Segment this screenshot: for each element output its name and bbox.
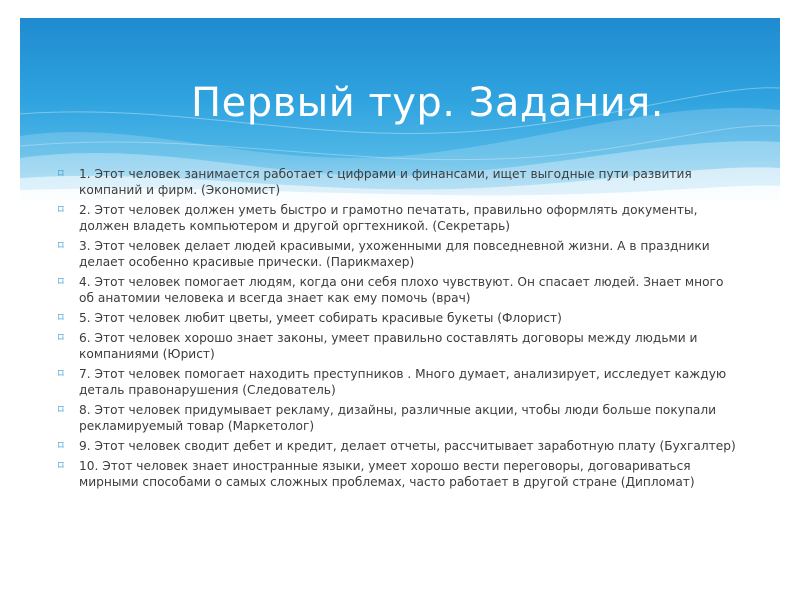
list-item bbox=[58, 330, 738, 362]
list-item-text: 7. Этот человек помогает находить преступников . Много думает, анализирует, исследует каждую деталь правонарушения (Следователь) bbox=[79, 367, 727, 397]
list-item bbox=[58, 366, 738, 398]
list-item bbox=[58, 274, 738, 306]
list-item-text: 2. Этот человек должен уметь быстро и грамотно печатать, правильно оформлять документы, должен владеть компьютером и другой оргтехникой. (Секретарь) bbox=[79, 203, 698, 233]
list-item bbox=[58, 310, 738, 326]
bullet-icon: ⌑ bbox=[58, 239, 64, 252]
list-item-text: 9. Этот человек сводит дебет и кредит, делает отчеты, рассчитывает заработную плату (Бухгалтер) bbox=[79, 439, 736, 453]
list-item-text: 10. Этот человек знает иностранные языки, умеет хорошо вести переговоры, договариваться мирными способами о самых сложных проблемах, часто работает в другой стране (Дипломат) bbox=[79, 459, 695, 489]
task-list bbox=[58, 166, 738, 494]
list-item-text: 8. Этот человек придумывает рекламу, дизайны, различные акции, чтобы люди больше покупали рекламируемый товар (Маркетолог) bbox=[79, 403, 717, 433]
bullet-icon: ⌑ bbox=[58, 275, 64, 288]
list-item-text: 3. Этот человек делает людей красивыми, ухоженными для повседневной жизни. А в праздники делает особенно красивые прически. (Парикмахер) bbox=[79, 239, 710, 269]
list-item bbox=[58, 402, 738, 434]
list-item bbox=[58, 202, 738, 234]
list-item bbox=[58, 238, 738, 270]
list-item-text: 4. Этот человек помогает людям, когда они себя плохо чувствуют. Он спасает людей. Знает много об анатомии человека и всегда знает как ему помочь (врач) bbox=[79, 275, 724, 305]
list-item-text: 6. Этот человек хорошо знает законы, умеет правильно составлять договоры между людьми и компаниями (Юрист) bbox=[79, 331, 698, 361]
bullet-icon: ⌑ bbox=[58, 367, 64, 380]
list-item-text: 5. Этот человек любит цветы, умеет собирать красивые букеты (Флорист) bbox=[79, 311, 562, 325]
list-item bbox=[58, 458, 738, 490]
list-item bbox=[58, 438, 738, 454]
bullet-icon: ⌑ bbox=[58, 439, 64, 452]
bullet-icon: ⌑ bbox=[58, 311, 64, 324]
list-item bbox=[58, 166, 738, 198]
bullet-icon: ⌑ bbox=[58, 167, 64, 180]
bullet-icon: ⌑ bbox=[58, 403, 64, 416]
bullet-icon: ⌑ bbox=[58, 203, 64, 216]
bullet-icon: ⌑ bbox=[58, 459, 64, 472]
slide-title: Первый тур. Задания. bbox=[191, 80, 664, 126]
list-item-text: 1. Этот человек занимается работает с цифрами и финансами, ищет выгодные пути развития компаний и фирм. (Экономист) bbox=[79, 167, 692, 197]
bullet-icon: ⌑ bbox=[58, 331, 64, 344]
